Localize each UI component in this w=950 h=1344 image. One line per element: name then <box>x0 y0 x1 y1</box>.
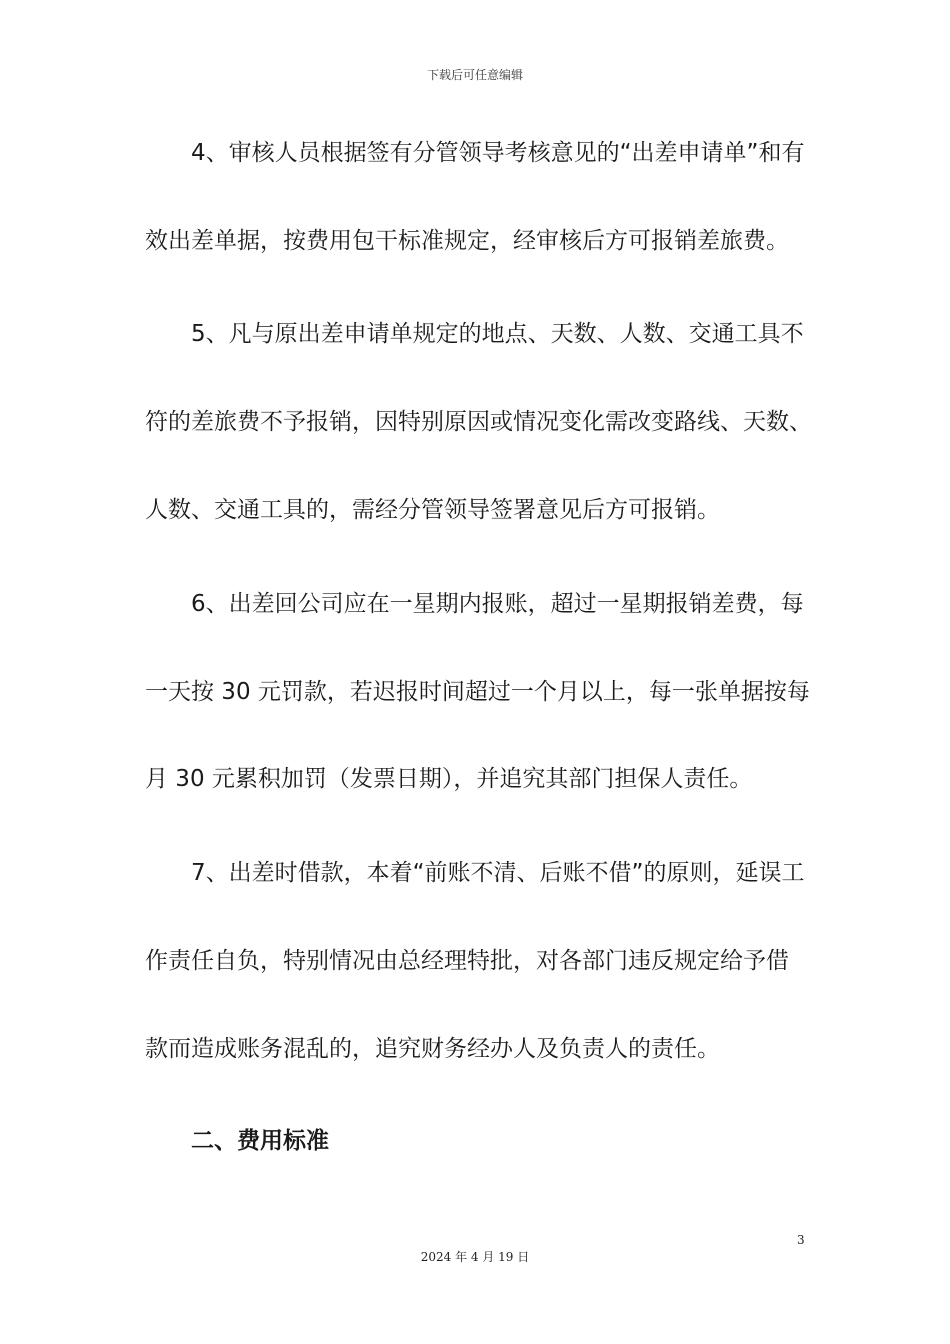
section-heading: 二、费用标准 <box>191 1128 329 1154</box>
paragraph-5-line-3: 人数、交通工具的，需经分管领导签署意见后方可报销。 <box>145 497 720 523</box>
paragraph-6-line-2: 一天按 30 元罚款，若迟报时间超过一个月以上，每一张单据按每 <box>145 679 810 705</box>
paragraph-5-line-1: 5、凡与原出差申请单规定的地点、天数、人数、交通工具不 <box>191 321 804 347</box>
paragraph-6-line-1: 6、出差回公司应在一星期内报账，超过一星期报销差费，每 <box>191 591 804 617</box>
page-number: 3 <box>797 1233 805 1247</box>
page-footer-date: 2024 年 4 月 19 日 <box>420 1250 530 1264</box>
paragraph-5-line-2: 符的差旅费不予报销，因特别原因或情况变化需改变路线、天数、 <box>145 409 812 435</box>
paragraph-4-line-1: 4、审核人员根据签有分管领导考核意见的“出差申请单”和有 <box>191 140 805 166</box>
page-header: 下载后可任意编辑 <box>426 68 523 82</box>
paragraph-4-line-2: 效出差单据，按费用包干标准规定，经审核后方可报销差旅费。 <box>145 228 789 254</box>
paragraph-7-line-2: 作责任自负，特别情况由总经理特批，对各部门违反规定给予借 <box>145 948 789 974</box>
paragraph-6-line-3: 月 30 元累积加罚（发票日期），并追究其部门担保人责任。 <box>145 766 753 792</box>
paragraph-7-line-1: 7、出差时借款，本着“前账不清、后账不借”的原则，延误工 <box>191 860 805 886</box>
paragraph-7-line-3: 款而造成账务混乱的，追究财务经办人及负责人的责任。 <box>145 1036 720 1062</box>
